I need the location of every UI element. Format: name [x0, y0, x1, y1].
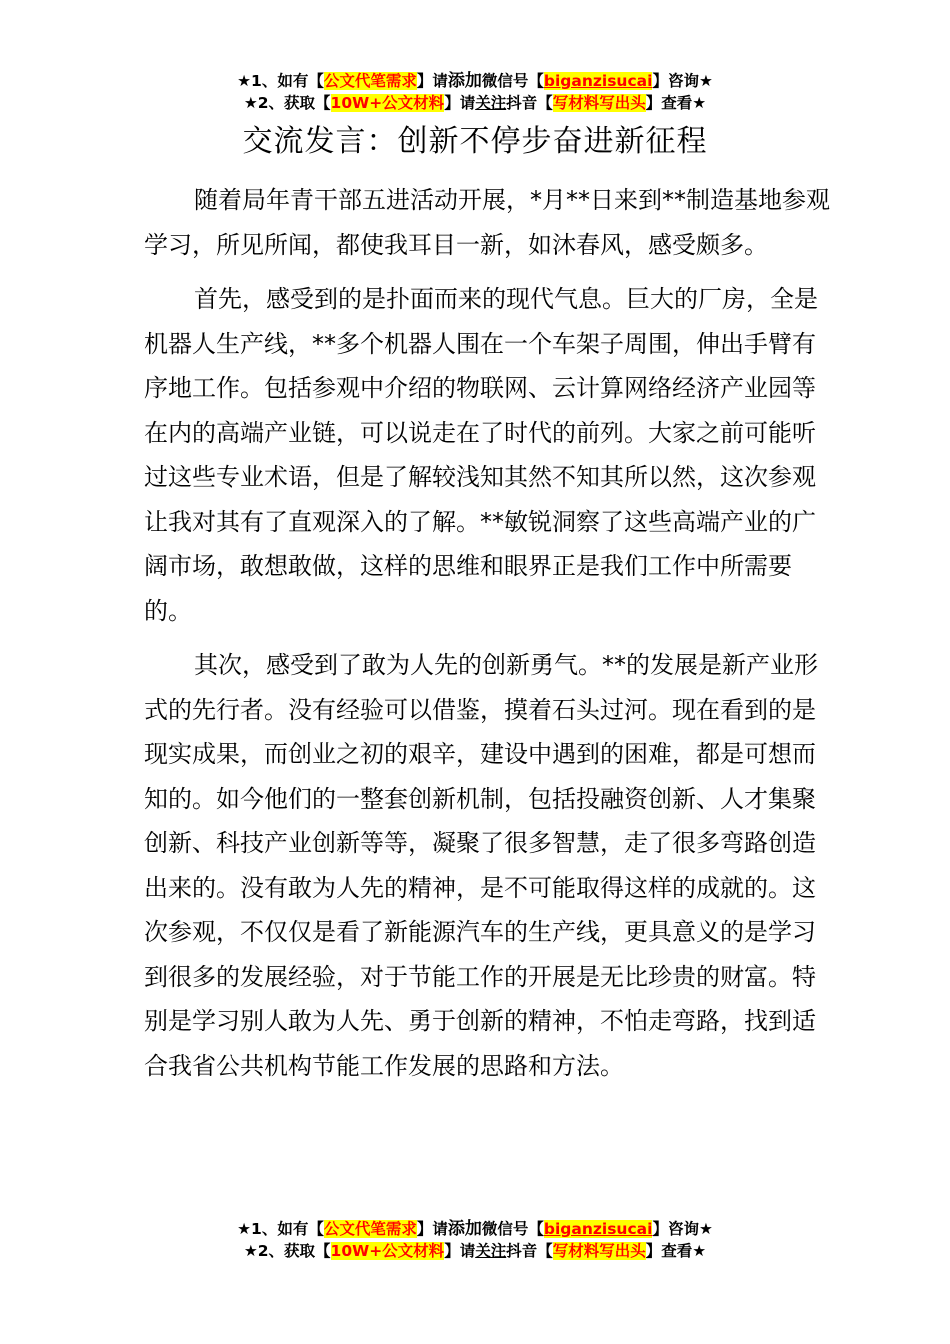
- document-title: 交流发言：创新不停步奋进新征程: [242, 124, 708, 159]
- promo-line-1: [0, 1218, 950, 1240]
- promo-highlight-wechat-id: biganzisucai: [543, 72, 653, 90]
- paragraph-intro: 随着局年青干部五进活动开展，*月**日来到**制造基地参观学习，所见所闻，都使我耳目一新，如沐春风，感受颇多。: [144, 186, 830, 259]
- promo-text: 抖音【: [506, 1242, 553, 1260]
- promo-text: 】咨询★: [652, 72, 713, 90]
- promo-highlight-wechat-id: biganzisucai: [543, 1220, 653, 1238]
- promo-emphasis-follow: 关注: [475, 94, 507, 112]
- promo-highlight-materials: 10W+公文材料: [330, 1242, 445, 1260]
- promo-highlight-douyin-account: 写材料写出头: [552, 94, 646, 112]
- promo-line-2: [0, 1240, 950, 1262]
- promo-emphasis-follow: 关注: [475, 1242, 507, 1260]
- promo-text: ★2、获取【: [243, 94, 331, 112]
- document-body: [144, 178, 834, 1098]
- promo-text: 】请: [444, 94, 476, 112]
- promo-highlight-ghostwriting: 公文代笔需求: [323, 72, 417, 90]
- paragraph-first: 首先，感受到的是扑面而来的现代气息。巨大的厂房，全是机器人生产线，**多个机器人围在一个车架子周围，伸出手臂有序地工作。包括参观中介绍的物联网、云计算网络经济产业园等在内的高端产业链，可以说走在了时代的前列。大家之前可能听过这些专业术语，但是了解较浅知其然不知其所以然，这次参观让我对其有了直观深入的了解。**敏锐洞察了这些高端产业的广阔市场，敢想敢做，这样的思维和眼界正是我们工作中所需要的。: [144, 285, 818, 625]
- promo-text: 】请: [444, 1242, 476, 1260]
- promo-emphasis-add: 添加: [447, 71, 482, 91]
- promo-header: [0, 70, 950, 114]
- promo-text: 】请: [416, 72, 448, 90]
- promo-text: 抖音【: [506, 94, 553, 112]
- promo-highlight-ghostwriting: 公文代笔需求: [323, 1220, 417, 1238]
- promo-text: 】查看★: [645, 1242, 707, 1260]
- promo-highlight-douyin-account: 写材料写出头: [552, 1242, 646, 1260]
- promo-line-1: [0, 70, 950, 92]
- promo-text: ★2、获取【: [243, 1242, 331, 1260]
- promo-text: ★1、如有【: [237, 1220, 324, 1238]
- promo-text: 】请: [416, 1220, 448, 1238]
- promo-text: 】查看★: [645, 94, 707, 112]
- promo-highlight-materials: 10W+公文材料: [330, 94, 445, 112]
- promo-emphasis-add: 添加: [447, 1219, 482, 1239]
- promo-line-2: [0, 92, 950, 114]
- promo-text: 】咨询★: [652, 1220, 713, 1238]
- promo-footer: [0, 1218, 950, 1262]
- promo-text: 微信号【: [481, 72, 544, 90]
- promo-text: ★1、如有【: [237, 72, 324, 90]
- paragraph-second: 其次，感受到了敢为人先的创新勇气。**的发展是新产业形式的先行者。没有经验可以借鉴，摸着石头过河。现在看到的是现实成果，而创业之初的艰辛，建设中遇到的困难，都是可想而知的。如今他们的一整套创新机制，包括投融资创新、人才集聚创新、科技产业创新等等，凝聚了很多智慧，走了很多弯路创造出来的。没有敢为人先的精神，是不可能取得这样的成就的。这次参观，不仅仅是看了新能源汽车的生产线，更具意义的是学习到很多的发展经验，对于节能工作的开展是无比珍贵的财富。特别是学习别人敢为人先、勇于创新的精神，不怕走弯路，找到适合我省公共机构节能工作发展的思路和方法。: [144, 651, 818, 1080]
- promo-text: 微信号【: [481, 1220, 544, 1238]
